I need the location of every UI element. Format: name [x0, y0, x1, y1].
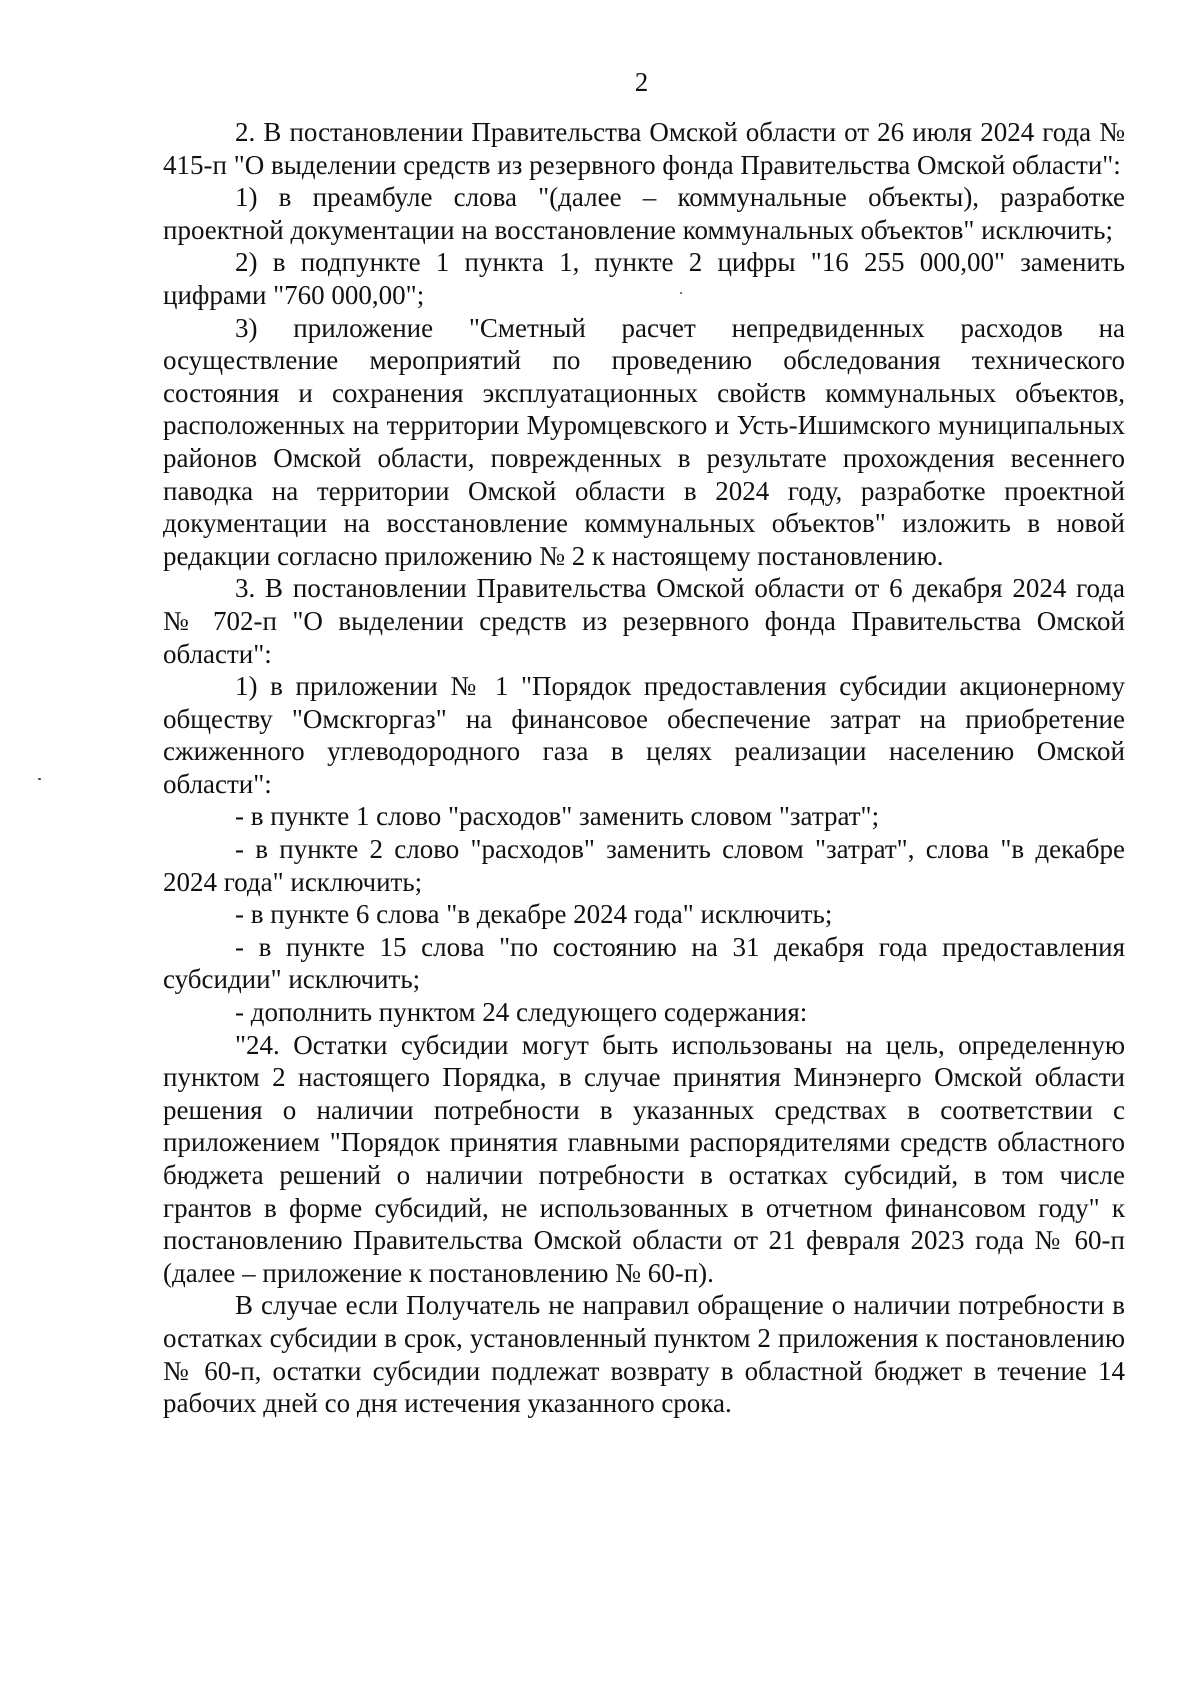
list-item-point-1: - в пункте 1 слово "расходов" заменить словом "затрат";	[235, 801, 880, 832]
list-item-point-2: - в пункте 2 слово "расходов" заменить словом "затрат", слова "в декабре 2024 года" исключить;	[163, 834, 1125, 897]
paragraph-2-3: 3) приложение "Сметный расчет непредвиденных расходов на осуществление мероприятий по проведению обследования технического состояния и сохранения эксплуатационных свойств коммунальных объектов, расположенных на территории Муромцевского и Усть-Ишимского муниципальных районов Омской области, поврежденных в результате прохождения весеннего паводка на территории Омской области в 2024 году, разработке проектной документации на восстановление коммунальных объектов" изложить в новой редакции согласно приложению № 2 к настоящему постановлению.	[163, 312, 1125, 571]
paragraph-3-1: 1) в приложении № 1 "Порядок предоставления субсидии акционерному обществу "Омскгоргаз" на финансовое обеспечение затрат на приобретение сжиженного углеводородного газа в целях реализации населению Омской области":	[163, 671, 1125, 799]
paragraph-2-2: 2) в подпункте 1 пункта 1, пункте 2 цифры "16 255 000,00" заменить цифрами "760 000,00";	[163, 247, 1125, 310]
document-body	[163, 116, 1125, 1420]
paragraph-2-1: 1) в преамбуле слова "(далее – коммунальные объекты), разработке проектной документации на восстановление коммунальных объектов" исключить;	[163, 182, 1125, 245]
scan-speck	[38, 778, 41, 780]
paragraph-3: 3. В постановлении Правительства Омской области от 6 декабря 2024 года № 702-п "О выделении средств из резервного фонда Правительства Омской области":	[163, 573, 1125, 669]
paragraph-point-24-continuation: В случае если Получатель не направил обращение о наличии потребности в остатках субсидии в срок, установленный пунктом 2 приложения к постановлению № 60-п, остатки субсидии подлежат возврату в областной бюджет в течение 14 рабочих дней со дня истечения указанного срока.	[163, 1290, 1125, 1419]
paragraph-2: 2. В постановлении Правительства Омской области от 26 июля 2024 года № 415-п "О выделении средств из резервного фонда Правительства Омской области":	[163, 117, 1125, 180]
list-item-point-6: - в пункте 6 слова "в декабре 2024 года" исключить;	[235, 899, 833, 930]
page-number: 2	[634, 67, 649, 97]
list-item-point-15: - в пункте 15 слова "по состоянию на 31 декабря года предоставления субсидии" исключить;	[163, 931, 1125, 995]
scan-speck	[680, 292, 682, 294]
paragraph-point-24-text: "24. Остатки субсидии могут быть использованы на цель, определенную пунктом 2 настоящего Порядка, в случае принятия Минэнерго Омской области решения о наличии потребности в указанных средствах в соответствии с приложением "Порядок принятия главными распорядителями средств областного бюджета решений о наличии потребности в остатках субсидий, в том числе грантов в форме субсидий, не использованных в отчетном финансовом году" к постановлению Правительства Омской области от 21 февраля 2023 года № 60-п (далее – приложение к постановлению № 60-п).	[163, 1029, 1125, 1288]
list-item-add-point-24: - дополнить пунктом 24 следующего содержания:	[235, 997, 808, 1028]
